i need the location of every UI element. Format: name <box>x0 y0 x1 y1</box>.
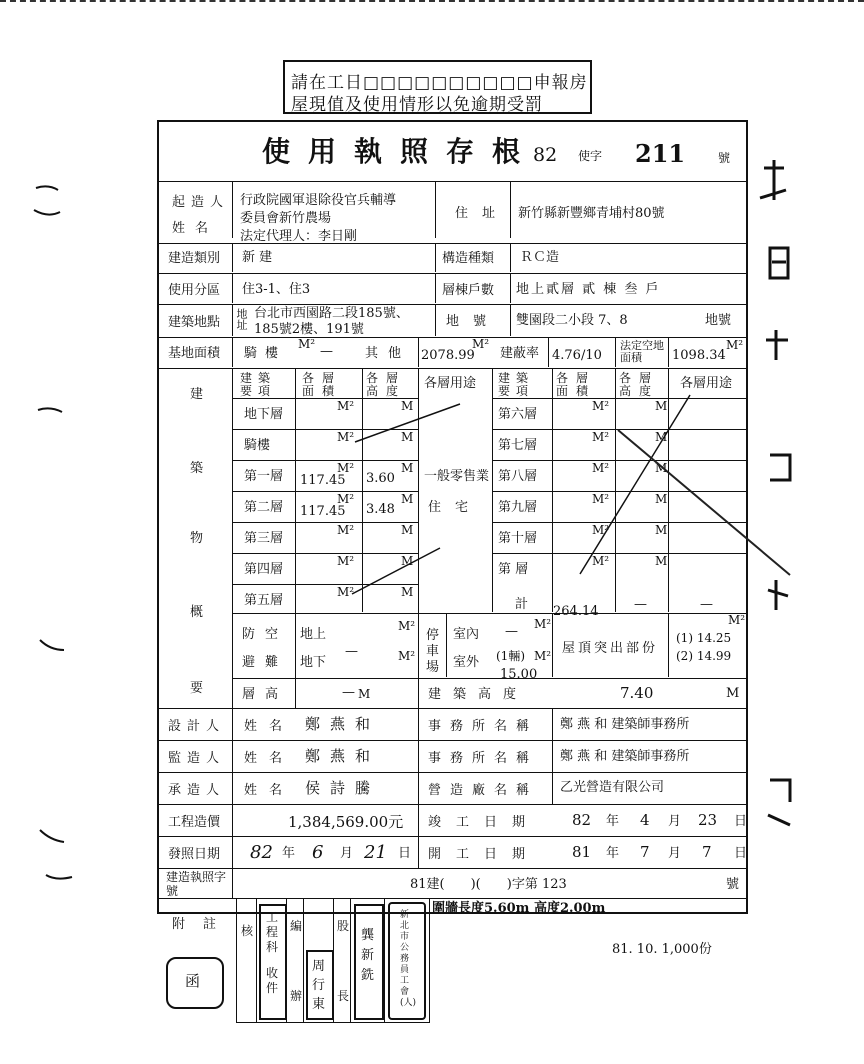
start-m: 月 <box>668 846 682 861</box>
floor-area-unit: M² <box>337 492 355 506</box>
shelter-label-1: 防空 <box>242 627 289 642</box>
arcade-unit: M² <box>298 337 316 351</box>
floor-height-unit: M <box>655 461 668 475</box>
floor-height-unit: M <box>401 523 414 537</box>
floor-height-unit: M <box>655 523 668 537</box>
roof-value-2: (2) 14.99 <box>676 649 732 663</box>
floor-name: 第三層 <box>244 531 284 546</box>
contractor-name-label: 姓名 <box>244 783 295 798</box>
floor-area-unit: M² <box>592 399 610 413</box>
cost-value: 1,384,569.00元 <box>288 813 404 831</box>
start-label: 開工日期 <box>428 847 541 862</box>
owner-line-3: 法定代理人：李日剛 <box>240 229 358 244</box>
floor-use: 一般零售業 <box>424 469 490 484</box>
parking-indoor-value: — <box>505 624 518 639</box>
permit-suffix: 號 <box>718 151 731 165</box>
permit-year: 82 <box>533 144 558 166</box>
address-label: 住址 <box>455 206 510 221</box>
floor-name: 地下層 <box>244 407 284 422</box>
shelter-above: 地上 <box>300 627 327 642</box>
open-space-unit: M² <box>726 338 744 352</box>
shelter-value: — <box>345 644 358 659</box>
head-area-2: 各層面積 <box>556 371 597 398</box>
edit-label: 編 <box>290 919 303 933</box>
head-item: 建築要項 <box>240 371 277 398</box>
issue-month: 6 <box>312 842 324 863</box>
form-title: 使用執照存根 <box>262 135 539 168</box>
other-value: 2078.99 <box>421 348 475 363</box>
start-d: 日 <box>734 846 748 861</box>
issue-label: 發照日期 <box>168 847 221 862</box>
section-char: 築 <box>190 461 204 476</box>
start-day: 7 <box>702 843 712 861</box>
floor-height-value: — <box>342 685 355 700</box>
check-label: 核 <box>241 924 254 938</box>
owner-line-2: 委員會新竹農場 <box>240 211 332 226</box>
issue-d: 日 <box>398 846 412 861</box>
issue-y: 年 <box>282 846 296 861</box>
parking-unit-1: M² <box>534 617 552 631</box>
supervisor-office-label: 事務所名稱 <box>428 751 539 766</box>
floor-height-unit: M <box>401 585 414 599</box>
head-use-2: 各層用途 <box>680 376 733 391</box>
floor-area-unit: M² <box>337 399 355 413</box>
structure-label: 構造種類 <box>442 251 495 266</box>
parking-outdoor-count: (1輛) <box>496 649 525 663</box>
seal-side-text: 新北市公務員工會(人) <box>400 910 417 1008</box>
parking-outdoor: 室外 <box>453 655 480 670</box>
area-label: 基地面積 <box>168 346 221 361</box>
supervisor-label: 監造人 <box>168 751 226 766</box>
arcade-value: — <box>320 344 333 359</box>
print-run: 81. 10. 1,000份 <box>612 942 712 957</box>
permit-label: 建造執照字號 <box>166 870 227 898</box>
finish-day: 23 <box>698 811 718 829</box>
floor-name: 第五層 <box>244 593 284 608</box>
floor-use: 住宅 <box>428 500 483 515</box>
shelter-unit-2: M² <box>398 649 416 663</box>
floor-name: 第四層 <box>244 562 284 577</box>
permit-char: 使字 <box>578 149 603 163</box>
chief-label: 長 <box>337 989 350 1003</box>
site-line-2: 185號2樓、191號 <box>254 322 364 337</box>
floor-height-unit: M <box>358 687 371 701</box>
contractor-label: 承造人 <box>168 783 226 798</box>
parking-outdoor-area: 15.00 <box>500 667 538 682</box>
supervisor-name-label: 姓名 <box>244 751 295 766</box>
floor-height-unit: M <box>401 399 414 413</box>
lot-tail: 地號 <box>705 313 732 328</box>
parking-indoor: 室內 <box>453 627 480 642</box>
shelter-below: 地下 <box>300 655 327 670</box>
permit-text: 81建( )( )字第 123 <box>410 877 567 892</box>
floor-area-unit: M² <box>337 523 355 537</box>
section-char: 物 <box>190 531 204 546</box>
issue-day: 21 <box>364 842 387 863</box>
total-label: 計 <box>515 597 529 612</box>
contractor-firm-label: 營造廠名稱 <box>428 783 539 798</box>
floor-height-unit: M <box>655 554 668 568</box>
floor-height-unit: M <box>655 492 668 506</box>
seal-text-1: 工程科 <box>266 910 279 954</box>
bldg-height-label: 建築高度 <box>428 687 529 702</box>
floor-height-unit: M <box>401 461 414 475</box>
contractor-firm: 乙光營造有限公司 <box>560 780 665 795</box>
floor-area: 117.45 <box>300 473 346 488</box>
contractor-name: 侯詩騰 <box>305 779 381 797</box>
open-space-value: 1098.34 <box>672 348 726 363</box>
lot-value: 雙園段二小段 7、8 <box>516 313 628 328</box>
parking-unit-2: M² <box>534 649 552 663</box>
notice-line-2: 屋現值及使用情形以免逾期受罰 <box>291 95 543 115</box>
lot-label: 地號 <box>446 314 501 329</box>
floor-name: 第七層 <box>498 438 538 453</box>
floor-area: 117.45 <box>300 504 346 519</box>
head-area: 各層面積 <box>302 371 343 398</box>
start-year: 81 <box>572 843 592 861</box>
floor-name: 第十層 <box>498 531 538 546</box>
supervisor-name: 鄭燕和 <box>305 747 381 765</box>
floor-name: 騎樓 <box>244 438 271 453</box>
cost-label: 工程造價 <box>168 815 221 830</box>
site-sub-label: 地址 <box>235 308 248 330</box>
circle-stamp-text: 函 <box>185 972 201 990</box>
finish-month: 4 <box>640 811 650 829</box>
other-unit: M² <box>472 337 490 351</box>
floor-area-unit: M² <box>337 585 355 599</box>
total-unit: M² <box>728 613 746 627</box>
floors-value: 地上貳層 貳 棟 叁 戶 <box>516 282 661 297</box>
structure-value: ＲＣ造 <box>520 250 560 265</box>
section-char: 概 <box>190 605 204 620</box>
floor-area-unit: M² <box>592 523 610 537</box>
section-label: 股 <box>337 919 350 933</box>
zone-label: 使用分區 <box>168 283 221 298</box>
designer-name-label: 姓名 <box>244 719 295 734</box>
zone-value: 住3-1、住3 <box>242 282 311 297</box>
head-use: 各層用途 <box>424 376 477 391</box>
shelter-unit-1: M² <box>398 619 416 633</box>
issue-year: 82 <box>250 842 273 863</box>
bldg-height-unit: M <box>726 686 740 701</box>
seal-name: 周行東 <box>312 959 326 1012</box>
seal-text-3: 龔新銑 <box>361 928 375 983</box>
floor-name: 第一層 <box>244 469 284 484</box>
floor-area-unit: M² <box>337 461 355 475</box>
floor-height: 3.60 <box>366 471 395 486</box>
floors-label: 層棟戶數 <box>442 283 495 298</box>
floor-area-unit: M² <box>592 554 610 568</box>
designer-office-label: 事務所名稱 <box>428 719 539 734</box>
floor-height-unit: M <box>401 430 414 444</box>
floor-height-label: 層高 <box>242 687 289 702</box>
designer-office: 鄭 燕 和 建築師事務所 <box>560 717 690 732</box>
owner-address: 新竹縣新豐鄉青埔村80號 <box>518 206 665 221</box>
sign-label: 辦 <box>290 989 303 1003</box>
parking-label: 停車場 <box>426 628 440 675</box>
floor-height: 3.48 <box>366 502 395 517</box>
notes-label: 附註 <box>172 917 235 932</box>
arcade-label: 騎樓 <box>244 346 287 361</box>
open-space-label: 法定空地面積 <box>620 339 664 364</box>
finish-m: 月 <box>668 814 682 829</box>
coverage-value: 4.76/10 <box>552 348 602 363</box>
head-height: 各層高度 <box>366 371 407 398</box>
finish-label: 竣工日期 <box>428 815 541 830</box>
floor-height-unit: M <box>401 554 414 568</box>
floor-name: 第 層 <box>498 562 529 577</box>
coverage-label: 建蔽率 <box>500 346 540 361</box>
seal-text-2: 收件 <box>266 966 279 995</box>
floor-height-unit: M <box>655 399 668 413</box>
issue-m: 月 <box>340 846 354 861</box>
total-dash-1: — <box>634 597 647 612</box>
floor-name: 第八層 <box>498 469 538 484</box>
roof-label: 屋頂突出部份 <box>562 641 659 656</box>
site-line-1: 台北市西園路二段185號、 <box>254 306 409 321</box>
floor-name: 第二層 <box>244 500 284 515</box>
designer-label: 設計人 <box>168 719 226 734</box>
owner-line-1: 行政院國軍退除役官兵輔導 <box>240 193 397 208</box>
build-type-label: 建造類別 <box>168 251 221 266</box>
supervisor-office: 鄭 燕 和 建築師事務所 <box>560 749 690 764</box>
bldg-height-value: 7.40 <box>620 684 654 702</box>
floor-name: 第九層 <box>498 500 538 515</box>
start-y: 年 <box>606 846 620 861</box>
section-char: 建 <box>190 387 204 402</box>
owner-name-label: 姓名 <box>172 221 219 236</box>
shelter-label-2: 避難 <box>242 655 289 670</box>
site-label: 建築地點 <box>168 315 221 330</box>
owner-label: 起造人 <box>172 195 230 210</box>
floor-area-unit: M² <box>337 430 355 444</box>
section-char: 要 <box>190 681 204 696</box>
floor-name: 第六層 <box>498 407 538 422</box>
permit-number-suffix: 號 <box>726 877 740 892</box>
other-label: 其他 <box>365 346 412 361</box>
floor-height-unit: M <box>655 430 668 444</box>
start-month: 7 <box>640 843 650 861</box>
total-dash-2: — <box>700 597 713 612</box>
floor-height-unit: M <box>401 492 414 506</box>
finish-year: 82 <box>572 811 592 829</box>
floor-area-unit: M² <box>592 430 610 444</box>
floor-area-unit: M² <box>592 461 610 475</box>
permit-number: 211 <box>635 139 686 168</box>
designer-name: 鄭燕和 <box>305 715 381 733</box>
notice-line-1: 請在工日□□□□□□□□□□申報房 <box>291 73 588 93</box>
build-type-value: 新 建 <box>242 250 273 265</box>
head-item-2: 建築要項 <box>498 371 535 398</box>
floor-area-unit: M² <box>592 492 610 506</box>
head-height-2: 各層高度 <box>619 371 660 398</box>
finish-y: 年 <box>606 814 620 829</box>
floor-area-unit: M² <box>337 554 355 568</box>
finish-d: 日 <box>734 814 748 829</box>
notes-fence: 圍牆長度5.60m 高度2.00m <box>432 901 606 916</box>
total-value: 264.14 <box>553 604 599 619</box>
roof-value-1: (1) 14.25 <box>676 631 732 645</box>
